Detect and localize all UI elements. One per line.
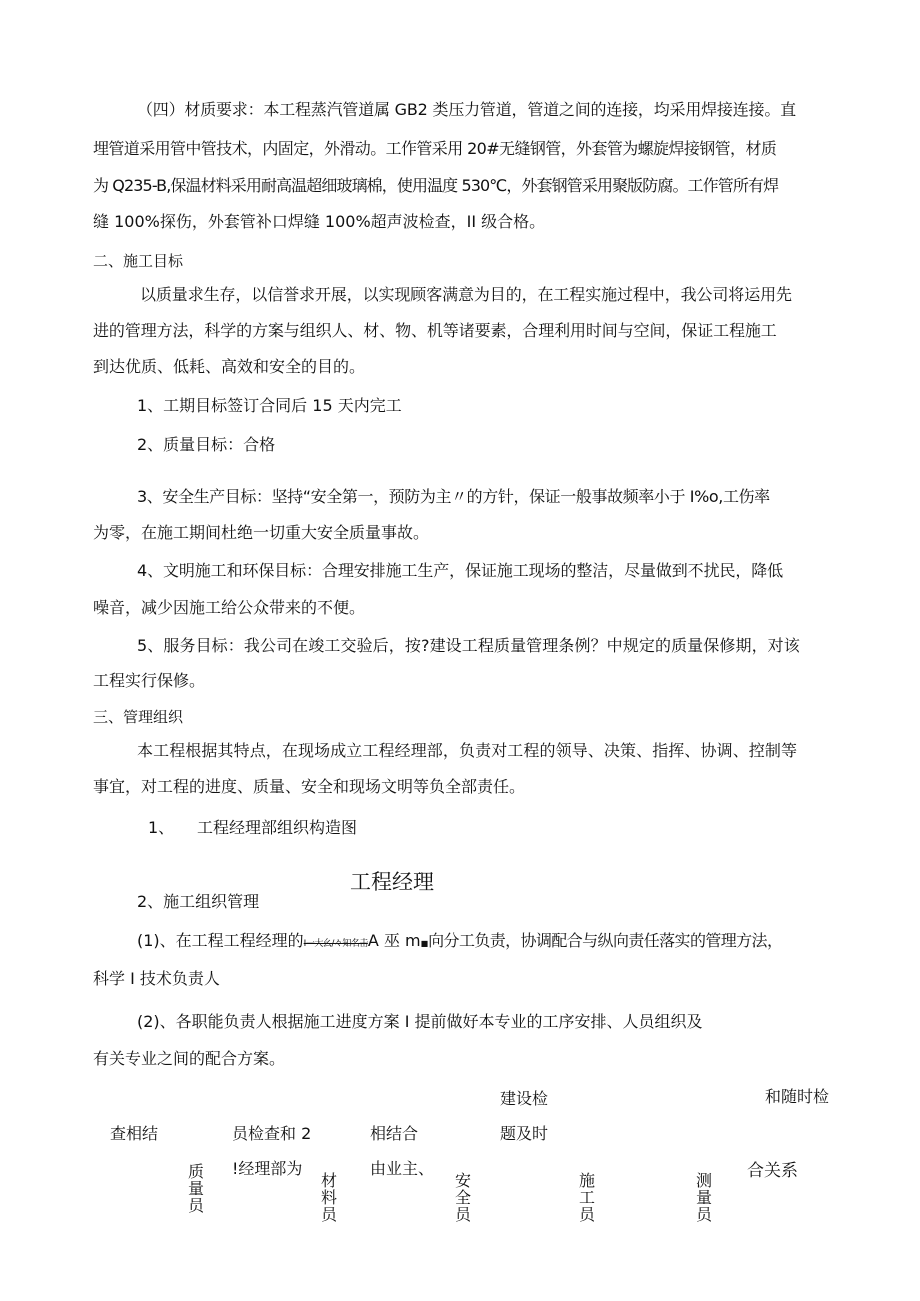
role-safety-officer: 安全员 <box>454 1171 471 1224</box>
section-construction-management: 2、施工组织管理 <box>137 892 260 911</box>
role-quality-inspector: 质量员 <box>187 1162 204 1215</box>
org-chart-title: 工程经理 <box>350 870 434 894</box>
goals-intro-line-3: 到达优质、低耗、高效和安全的目的。 <box>93 357 366 376</box>
goal-safety-line-1: 3、安全生产目标：坚持“安全第一，预防为主〃的方针，保证一般事故频率小于 I%o,工伤率 <box>137 487 770 506</box>
item-2-line-1: (2)、各职能负责人根据施工进度方案 I 提前做好本专业的工序安排、人员组织及 <box>137 1012 703 1031</box>
fragment-youyezhu: 由业主、 <box>370 1159 435 1178</box>
goal-civilized-line-2: 噪音，减少因施工给公众带来的不便。 <box>93 598 366 617</box>
goal-civilized-line-1: 4、文明施工和环保目标：合理安排施工生产，保证施工现场的整洁，尽量做到不扰民，降低 <box>137 561 784 580</box>
item-1-text-b: A 巫 m <box>367 931 421 950</box>
goal-quality: 2、质量目标：合格 <box>137 435 276 454</box>
role-surveyor: 测量员 <box>695 1171 712 1224</box>
item-1-text-c: 向分工负责，协调配合与纵向责任落实的管理方法， <box>428 931 783 950</box>
goals-intro-line-1: 以质量求生存，以信誉求开展，以实现顾客满意为目的，在工程实施过程中，我公司将运用先 <box>140 285 792 304</box>
material-line-3: 为 Q235-B,保温材料采用耐高温超细玻璃棉，使用温度 530℃，外套钢管采用聚版防腐。工作管所有焊 <box>93 176 779 195</box>
fragment-jianshejian: 建设检 <box>500 1089 549 1108</box>
fragment-xiangjiehe: 相结合 <box>370 1124 419 1143</box>
fragment-tijishi: 题及时 <box>500 1124 549 1143</box>
fragment-hesuishijian: 和随时检 <box>765 1087 830 1106</box>
goals-intro-line-2: 进的管理方法，科学的方案与组织人、材、物、机等诸要素，合理利用时间与空间，保证工程施工 <box>93 321 777 340</box>
goal-safety-line-2: 为零，在施工期间杜绝一切重大安全质量事故。 <box>93 523 430 542</box>
org-intro-line-2: 事宜，对工程的进度、质量、安全和现场文明等负全部责任。 <box>93 777 526 796</box>
role-material-officer: 材料员 <box>320 1171 337 1224</box>
fragment-chaxiangjie: 查相结 <box>110 1124 159 1143</box>
heading-management-organization: 三、管理组织 <box>93 708 184 726</box>
goal-service-line-1: 5、服务目标：我公司在竣工交验后，按?建设工程质量管理条例？中规定的质量保修期，对该 <box>137 636 800 655</box>
goal-schedule: 1、工期目标签订合同后 15 天内完工 <box>137 396 402 415</box>
fragment-jinglibuwei: !经理部为 <box>232 1159 303 1178</box>
item-2-line-2: 有关专业之间的配合方案。 <box>93 1049 286 1068</box>
material-line-1: （四）材质要求：本工程蒸汽管道属 GB2 类压力管道，管道之间的连接，均采用焊接连接。直 <box>137 100 796 119</box>
item-1-small-glyph: ■ <box>420 939 429 948</box>
item-1-text-a: (1)、在工程工程经理的 <box>137 931 304 950</box>
fragment-yuanjianchahe: 员检查和 2 <box>232 1124 312 1143</box>
fragment-heguanxi: 合关系 <box>747 1161 798 1181</box>
goal-service-line-2: 工程实行保修。 <box>93 671 206 690</box>
material-line-2: 埋管道采用管中管技术，内固定，外滑动。工作管采用 20#无缝钢管，外套管为螺旋焊接钢管，材质 <box>93 139 777 158</box>
org-intro-line-1: 本工程根据其特点，在现场成立工程经理部，负责对工程的领导、决策、指挥、协调、控制等 <box>137 741 798 760</box>
item-1-struck-text: I一大幺/々知名击 <box>303 939 368 949</box>
material-line-4: 缝 100%探伤，外套管补口焊缝 100%超声波检查，II 级合格。 <box>93 212 546 231</box>
item-1-line-2: 科学 I 技术负责人 <box>93 969 220 988</box>
org-chart-caption: 工程经理部组织构造图 <box>197 818 358 837</box>
org-chart-number: 1、 <box>148 818 175 837</box>
role-construction-officer: 施工员 <box>578 1171 595 1224</box>
heading-construction-goals: 二、施工目标 <box>93 252 184 270</box>
item-1-line-1 <box>137 931 782 954</box>
